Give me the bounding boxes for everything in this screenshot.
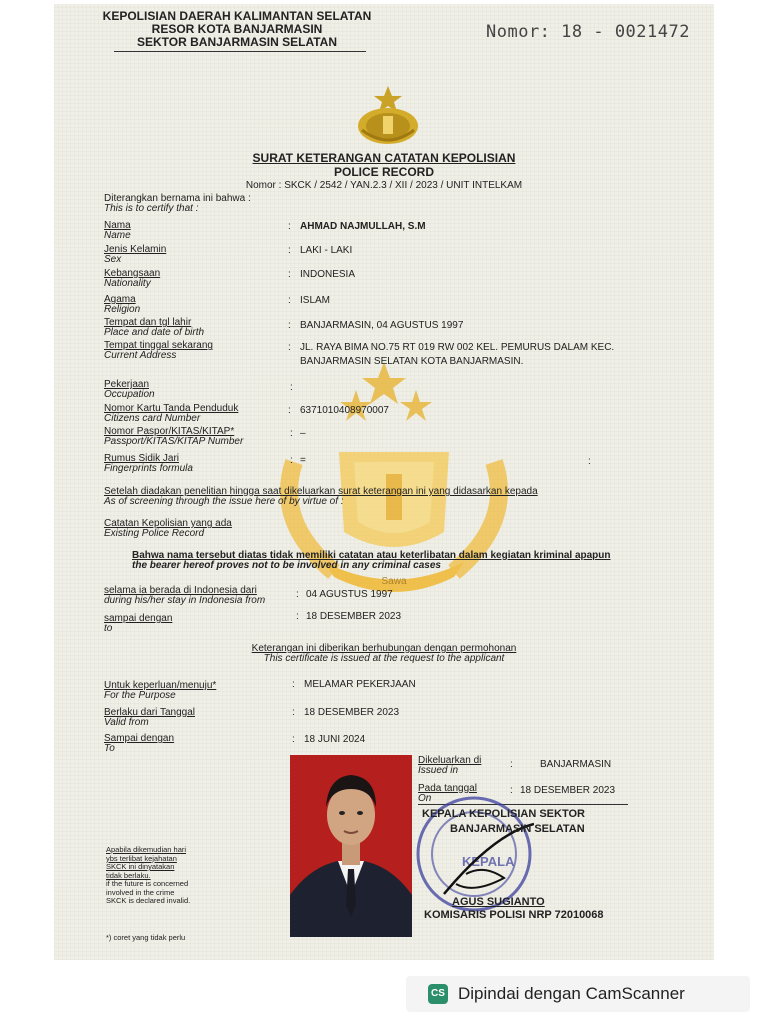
issued-date-en: On bbox=[418, 793, 432, 804]
sex-label-en: Sex bbox=[104, 254, 122, 265]
valid-to-en: To bbox=[104, 743, 115, 754]
colon: : bbox=[588, 456, 591, 467]
occupation-label-id: Pekerjaan bbox=[104, 379, 150, 390]
issuer-header bbox=[102, 10, 372, 49]
colon: : bbox=[292, 707, 295, 718]
birth-label-id: Tempat dan tgl lahir bbox=[104, 317, 192, 328]
id-card-value: 6371010408970007 bbox=[300, 405, 389, 416]
camscanner-text: Dipindai dengan CamScanner bbox=[458, 984, 685, 1003]
person-portrait-icon bbox=[290, 755, 412, 937]
valid-from-value: 18 DESEMBER 2023 bbox=[304, 707, 400, 718]
issued-in-en: Issued in bbox=[418, 765, 459, 776]
nationality-label-id: Kebangsaan bbox=[104, 268, 161, 279]
invalidity-note bbox=[106, 846, 190, 906]
valid-from-id: Berlaku dari Tanggal bbox=[104, 707, 195, 718]
statement-en: the bearer hereof proves not to be involved in any criminal cases bbox=[132, 560, 441, 571]
colon: : bbox=[290, 455, 293, 466]
stay-from-value: 04 AGUSTUS 1997 bbox=[306, 589, 393, 600]
purpose-label bbox=[104, 681, 216, 701]
note-en-3: SKCK is declared invalid. bbox=[106, 896, 191, 905]
address-value-line-2: BANJARMASIN SELATAN KOTA BANJARMASIN. bbox=[300, 356, 524, 367]
watermark-ribbon-text: Sawa bbox=[381, 576, 407, 587]
name-label-en: Name bbox=[104, 230, 131, 241]
existing-record-label bbox=[104, 519, 232, 539]
stay-from-id: selama ia berada di Indonesia dari bbox=[104, 585, 257, 596]
existing-record-id: Catatan Kepolisian yang ada bbox=[104, 518, 232, 529]
fingerprint-value: = bbox=[300, 455, 306, 466]
valid-from-label bbox=[104, 708, 195, 728]
intro-en: This is to certify that : bbox=[104, 203, 199, 214]
issued-in-value: BANJARMASIN bbox=[540, 759, 612, 770]
colon: : bbox=[288, 269, 291, 280]
id-card-label-en: Citizens card Number bbox=[104, 413, 201, 424]
note-en-1: if the future is concerned bbox=[106, 879, 189, 888]
issued-date-value: 18 DESEMBER 2023 bbox=[520, 785, 616, 796]
signatory-rank: KOMISARIS POLISI NRP 72010068 bbox=[424, 909, 604, 921]
camscanner-logo-icon: CS bbox=[428, 984, 448, 1004]
colon: : bbox=[510, 785, 513, 796]
purpose-en: For the Purpose bbox=[104, 690, 176, 701]
valid-to-label bbox=[104, 734, 174, 754]
stay-from-en: during his/her stay in Indonesia from bbox=[104, 595, 266, 606]
signatory-name: AGUS SUGIANTO bbox=[452, 896, 545, 908]
note-id-1: Apabila dikemudian hari bbox=[106, 845, 187, 854]
colon: : bbox=[288, 221, 291, 232]
fingerprint-label-id: Rumus Sidik Jari bbox=[104, 453, 180, 464]
issuer-line-3: SEKTOR BANJARMASIN SELATAN bbox=[136, 35, 337, 49]
note-id-4: tidak berlaku. bbox=[106, 870, 151, 880]
note-en-2: involved in the crime bbox=[106, 887, 175, 897]
request-id: Keterangan ini diberikan berhubungan dengan permohonan bbox=[251, 643, 517, 654]
colon: : bbox=[288, 320, 291, 331]
field-name-label bbox=[104, 221, 131, 241]
valid-to-id: Sampai dengan bbox=[104, 733, 175, 744]
intro-text bbox=[104, 194, 251, 214]
issuer-line-2: RESOR KOTA BANJARMASIN bbox=[151, 22, 323, 36]
colon: : bbox=[510, 759, 513, 770]
no-criminal-statement bbox=[132, 551, 611, 571]
stamp-label: KEPALA bbox=[462, 854, 515, 869]
footnote: *) coret yang tidak perlu bbox=[106, 933, 186, 942]
police-record-document bbox=[54, 4, 714, 960]
applicant-photo bbox=[290, 755, 412, 937]
colon: : bbox=[292, 679, 295, 690]
document-serial-number: Nomor: 18 - 0021472 bbox=[486, 22, 690, 42]
document-number: Nomor : SKCK / 2542 / YAN.2.3 / XII / 2023 / UNIT INTELKAM bbox=[245, 180, 523, 191]
request-text bbox=[54, 644, 714, 664]
field-fingerprint-label bbox=[104, 454, 193, 474]
signatory-title-2: BANJARMASIN SELATAN bbox=[450, 823, 585, 835]
note-id-2: ybs terlibat kejahatan bbox=[106, 853, 177, 863]
issuer-line-1: KEPOLISIAN DAERAH KALIMANTAN SELATAN bbox=[102, 9, 372, 23]
issued-in-id: Dikeluarkan di bbox=[418, 755, 482, 766]
field-religion-label bbox=[104, 295, 140, 315]
fingerprint-label-en: Fingerprints formula bbox=[104, 463, 193, 474]
passport-value: – bbox=[300, 428, 306, 439]
nationality-label-en: Nationality bbox=[104, 278, 151, 289]
issued-date-id: Pada tanggal bbox=[418, 783, 477, 794]
statement-id: Bahwa nama tersebut diatas tidak memiliki catatan atau keterlibatan dalam kegiatan kriminal apapun bbox=[132, 550, 611, 561]
colon: : bbox=[290, 428, 293, 439]
stay-to-en: to bbox=[104, 623, 113, 634]
stay-from-label bbox=[104, 586, 265, 606]
religion-value: ISLAM bbox=[300, 295, 331, 306]
birth-value: BANJARMASIN, 04 AGUSTUS 1997 bbox=[300, 320, 464, 331]
colon: : bbox=[296, 611, 299, 622]
note-id-3: SKCK ini dinyatakan bbox=[106, 862, 175, 871]
address-label-id: Tempat tinggal sekarang bbox=[104, 340, 213, 351]
field-address-label bbox=[104, 341, 213, 361]
request-en: This certificate is issued at the request to the applicant bbox=[263, 653, 505, 664]
existing-record-en: Existing Police Record bbox=[104, 528, 205, 539]
colon: : bbox=[288, 342, 291, 353]
document-subtitle: POLICE RECORD bbox=[333, 165, 434, 179]
address-label-en: Current Address bbox=[104, 350, 177, 361]
name-value: AHMAD NAJMULLAH, S.M bbox=[300, 221, 426, 232]
signatory-title-1: KEPALA KEPOLISIAN SEKTOR bbox=[422, 808, 585, 820]
colon: : bbox=[288, 245, 291, 256]
screening-text bbox=[104, 487, 538, 507]
header-underline bbox=[114, 51, 366, 52]
passport-label-en: Passport/KITAS/KITAP Number bbox=[104, 436, 244, 447]
document-title: SURAT KETERANGAN CATATAN KEPOLISIAN bbox=[252, 151, 516, 165]
field-id-card-label bbox=[104, 404, 238, 424]
stay-to-value: 18 DESEMBER 2023 bbox=[306, 611, 402, 622]
field-sex-label bbox=[104, 245, 166, 265]
sex-value: LAKI - LAKI bbox=[300, 245, 353, 256]
purpose-id: Untuk keperluan/menuju* bbox=[104, 680, 217, 691]
colon: : bbox=[288, 295, 291, 306]
issued-in-label bbox=[418, 756, 481, 776]
colon: : bbox=[292, 734, 295, 745]
field-nationality-label bbox=[104, 269, 160, 289]
valid-from-en: Valid from bbox=[104, 717, 149, 728]
occupation-label-en: Occupation bbox=[104, 389, 155, 400]
nationality-value: INDONESIA bbox=[300, 269, 356, 280]
address-value-line-1: JL. RAYA BIMA NO.75 RT 019 RW 002 KEL. PEMURUS DALAM KEC. bbox=[300, 342, 615, 353]
screening-en: As of screening through the issue here of by virtue of : bbox=[104, 496, 344, 507]
colon: : bbox=[296, 589, 299, 600]
purpose-value: MELAMAR PEKERJAAN bbox=[304, 679, 416, 690]
religion-label-id: Agama bbox=[104, 294, 136, 305]
field-birth-label bbox=[104, 318, 204, 338]
sex-label-id: Jenis Kelamin bbox=[104, 244, 167, 255]
id-card-label-id: Nomor Kartu Tanda Penduduk bbox=[104, 403, 239, 414]
field-occupation-label bbox=[104, 380, 155, 400]
valid-to-value: 18 JUNI 2024 bbox=[304, 734, 366, 745]
passport-label-id: Nomor Paspor/KITAS/KITAP* bbox=[104, 426, 235, 437]
name-label-id: Nama bbox=[104, 220, 131, 231]
religion-label-en: Religion bbox=[104, 304, 141, 315]
field-passport-label bbox=[104, 427, 243, 447]
screening-id: Setelah diadakan penelitian hingga saat dikeluarkan surat keterangan ini yang didasarkan kepada bbox=[104, 486, 538, 497]
police-emblem-icon bbox=[352, 84, 424, 146]
intro-id: Diterangkan bernama ini bahwa : bbox=[104, 193, 251, 204]
stay-to-label bbox=[104, 614, 172, 634]
birth-label-en: Place and date of birth bbox=[104, 327, 205, 338]
colon: : bbox=[290, 382, 293, 393]
stay-to-id: sampai dengan bbox=[104, 613, 173, 624]
colon: : bbox=[288, 405, 291, 416]
